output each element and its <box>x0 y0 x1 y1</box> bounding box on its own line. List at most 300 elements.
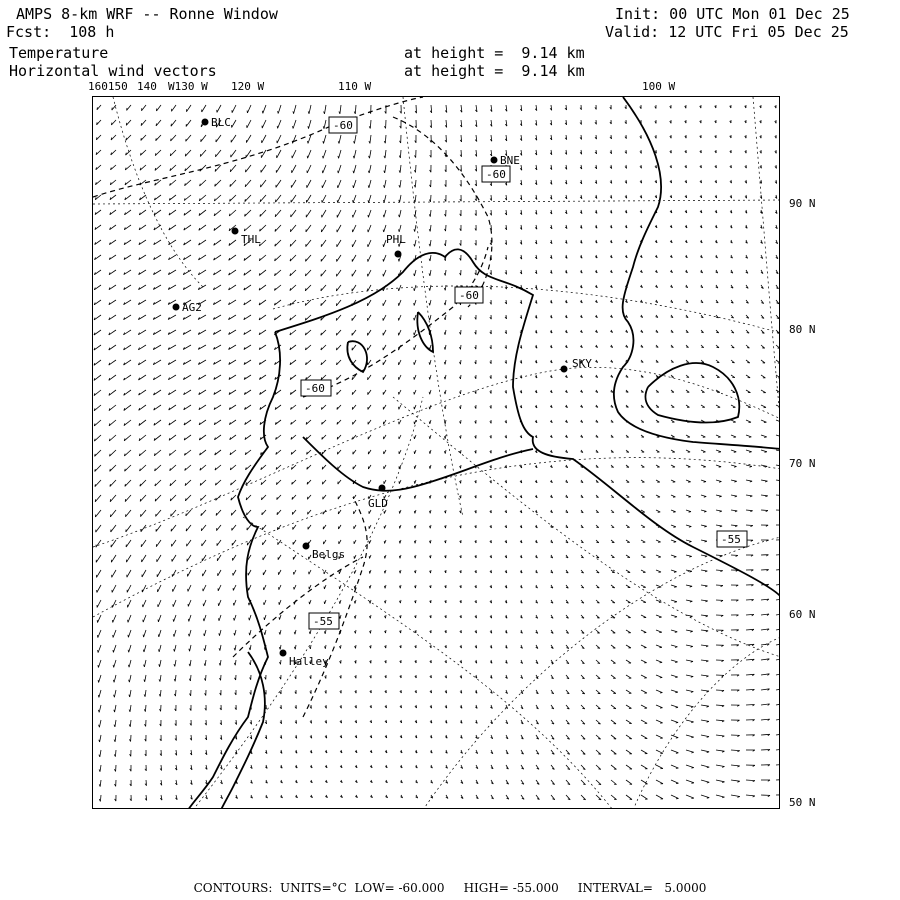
wind-vector-head <box>325 646 326 648</box>
wind-vector <box>641 795 648 799</box>
wind-vector <box>124 345 131 350</box>
wind-vector-head <box>249 618 250 621</box>
wind-vector <box>244 315 251 320</box>
wind-vector <box>656 705 663 708</box>
station-marker-bne <box>491 157 498 164</box>
wind-vector <box>321 300 326 306</box>
wind-vector <box>276 195 282 202</box>
wind-vector-head <box>722 767 724 768</box>
wind-vector <box>686 630 693 631</box>
station-label-thl: THL <box>241 233 261 246</box>
wind-vector <box>187 540 191 546</box>
wind-vector-head <box>430 556 431 558</box>
wind-vector <box>368 225 371 232</box>
wind-vector <box>199 225 206 230</box>
wind-vector-head <box>353 185 354 188</box>
wind-vector <box>229 300 237 305</box>
wind-vector <box>169 195 176 200</box>
wind-vector-head <box>95 484 96 486</box>
graticule-lat-90 <box>93 200 780 204</box>
wind-vector-head <box>722 782 724 783</box>
wind-vector <box>321 360 326 365</box>
wind-vector-head <box>705 586 707 587</box>
wind-vector-head <box>414 541 415 543</box>
wind-vector <box>731 795 740 797</box>
wind-vector-head <box>414 274 415 276</box>
wind-vector-head <box>246 498 247 501</box>
wind-vector <box>686 735 694 737</box>
wind-vector-head <box>705 601 707 602</box>
wind-vector-head <box>674 542 677 543</box>
wind-vector <box>124 435 131 441</box>
wind-vector <box>336 345 341 350</box>
wind-vector-head <box>144 694 145 696</box>
wind-vector-head <box>691 737 693 738</box>
station-marker-blc <box>202 119 209 126</box>
wind-vector <box>385 150 386 158</box>
wind-vector-head <box>204 664 205 666</box>
wind-vector <box>174 645 176 652</box>
lon-label-140: 140 <box>137 80 157 93</box>
wind-vector <box>124 330 132 335</box>
wind-vector <box>141 135 146 141</box>
wind-vector-head <box>99 755 100 757</box>
wind-vector-head <box>185 154 186 157</box>
wind-vector-head <box>249 633 250 635</box>
wind-vector <box>323 165 326 173</box>
wind-vector <box>246 165 252 172</box>
wind-vector <box>291 180 296 188</box>
wind-vector-head <box>598 739 601 740</box>
wind-vector <box>143 600 146 607</box>
wind-vector <box>305 270 311 276</box>
wind-vector <box>414 315 416 320</box>
wind-vector <box>626 705 631 708</box>
wind-vector-head <box>354 601 355 603</box>
wind-vector <box>776 480 780 481</box>
wind-vector <box>190 645 191 651</box>
wind-vector-head <box>641 407 644 408</box>
wind-vector <box>247 525 251 530</box>
wind-vector <box>232 540 236 545</box>
wind-vector <box>156 525 161 532</box>
wind-vector-head <box>400 601 401 603</box>
wind-vector-head <box>219 618 220 621</box>
wind-vector-head <box>171 139 172 141</box>
wind-vector <box>172 570 176 577</box>
wind-vector <box>231 510 236 515</box>
wind-vector-head <box>110 484 111 486</box>
wind-vector <box>111 540 116 547</box>
wind-vector <box>399 285 401 291</box>
wind-vector-head <box>690 571 692 572</box>
wind-vector-head <box>384 586 385 588</box>
wind-vector-head <box>599 784 602 785</box>
wind-vector-head <box>338 171 339 173</box>
wind-vector <box>141 120 146 126</box>
wind-vector <box>145 690 146 697</box>
wind-vector <box>671 600 677 602</box>
wind-vector-head <box>671 362 673 363</box>
wind-vector <box>109 360 116 365</box>
wind-vector <box>340 105 341 114</box>
wind-vector-head <box>690 586 692 587</box>
wind-vector <box>202 540 206 546</box>
wind-vector <box>124 375 131 380</box>
wind-vector <box>184 450 191 455</box>
wind-vector <box>94 360 101 365</box>
wind-vector <box>124 450 131 456</box>
wind-vector-head <box>674 602 677 603</box>
wind-vector <box>199 420 206 425</box>
wind-vector <box>125 495 131 502</box>
wind-vector-head <box>368 171 369 173</box>
wind-vector <box>110 180 116 185</box>
wind-vector-head <box>707 737 709 738</box>
wind-vector-head <box>676 738 678 739</box>
wind-vector <box>731 435 736 437</box>
wind-vector <box>213 300 221 305</box>
wind-vector <box>354 150 356 158</box>
wind-vector <box>430 315 431 320</box>
wind-vector <box>95 255 102 260</box>
wind-vector-head <box>749 452 751 453</box>
wind-vector <box>321 285 326 291</box>
wind-vector <box>111 165 117 170</box>
wind-vector <box>140 480 146 486</box>
wind-vector <box>731 765 740 766</box>
wind-vector-head <box>598 678 601 679</box>
wind-vector-head <box>671 377 673 378</box>
wind-vector <box>353 180 356 188</box>
wind-vector <box>383 300 386 306</box>
wind-vector-head <box>170 499 171 501</box>
wind-vector <box>686 690 693 692</box>
wind-vector <box>214 210 221 216</box>
contour-label-1: -60 <box>333 119 353 132</box>
wind-vector <box>321 225 326 232</box>
wind-vector-head <box>444 303 445 305</box>
wind-vector <box>124 270 131 275</box>
wind-vector <box>368 255 371 262</box>
wind-vector-head <box>201 513 202 515</box>
wind-vector-head <box>429 436 430 438</box>
wind-vector-head <box>705 556 707 557</box>
wind-vector-head <box>143 635 144 638</box>
wind-vector <box>247 120 251 128</box>
wind-vector <box>217 540 221 546</box>
wind-vector <box>337 210 341 217</box>
wind-vector <box>199 240 206 245</box>
wind-vector <box>686 780 694 783</box>
wind-vector <box>641 780 648 784</box>
wind-vector-head <box>415 556 416 558</box>
wind-vector <box>200 150 206 157</box>
wind-vector <box>245 180 251 187</box>
wind-vector <box>716 585 723 586</box>
wind-vector-head <box>705 571 707 572</box>
wind-vector <box>187 555 191 561</box>
wind-vector <box>305 330 311 335</box>
wind-vector <box>368 300 372 306</box>
wind-vector <box>145 675 146 682</box>
wind-vector-head <box>430 511 431 513</box>
wind-vector <box>185 150 191 156</box>
wind-vector <box>399 360 401 365</box>
wind-vector <box>235 645 236 650</box>
wind-vector-head <box>189 649 190 651</box>
wind-vector <box>142 105 147 111</box>
wind-vector <box>776 673 780 675</box>
wind-vector-head <box>306 259 307 262</box>
wind-vector <box>686 720 694 722</box>
wind-vector <box>776 734 780 735</box>
wind-vector-head <box>429 466 430 468</box>
wind-vector-head <box>277 497 278 499</box>
wind-vector-head <box>144 680 145 682</box>
wind-vector <box>626 600 630 603</box>
wind-vector <box>155 165 161 170</box>
wind-vector-head <box>444 347 445 349</box>
wind-vector-head <box>659 617 662 618</box>
wind-vector <box>153 315 161 320</box>
wind-vector <box>259 345 266 350</box>
wind-vector-head <box>323 141 324 143</box>
wind-vector-head <box>777 333 780 334</box>
wind-vector-head <box>204 649 205 651</box>
wind-vector <box>130 720 131 727</box>
lower-peninsula <box>221 652 265 809</box>
wind-vector-head <box>704 482 707 483</box>
wind-vector <box>200 480 206 485</box>
wind-vector <box>145 705 146 712</box>
wind-vector <box>230 450 236 455</box>
wind-vector <box>170 465 176 471</box>
wind-vector <box>249 585 252 590</box>
wind-vector <box>110 225 116 230</box>
wind-vector <box>383 270 386 276</box>
wind-vector <box>127 555 132 562</box>
wind-vector <box>383 375 386 380</box>
wind-vector <box>215 450 221 455</box>
wind-vector <box>746 450 752 452</box>
wind-vector <box>184 405 191 410</box>
wind-vector <box>229 270 236 275</box>
wind-vector-head <box>353 171 354 173</box>
wind-vector <box>159 630 161 637</box>
wind-vector-head <box>114 710 115 712</box>
wind-vector <box>306 255 312 261</box>
wind-vector <box>245 210 251 216</box>
wind-vector <box>278 555 281 560</box>
wind-vector <box>776 703 780 705</box>
wind-vector <box>168 345 176 350</box>
wind-vector-head <box>599 799 602 800</box>
wind-vector <box>641 585 646 587</box>
wind-vector <box>776 764 780 765</box>
wind-vector <box>641 720 647 723</box>
wind-vector <box>293 555 296 560</box>
wind-vector-head <box>383 215 384 217</box>
wind-vector <box>115 705 116 712</box>
wind-vector-head <box>173 634 174 636</box>
wind-vector <box>354 165 356 173</box>
wind-vector <box>656 765 663 769</box>
wind-vector <box>611 765 616 769</box>
wind-vector-head <box>429 407 430 409</box>
wind-vector <box>185 495 191 501</box>
wind-vector <box>109 315 116 320</box>
wind-vector <box>213 315 221 320</box>
wind-vector-head <box>275 229 276 232</box>
wind-vector <box>275 240 281 246</box>
wind-vector <box>671 675 678 677</box>
wind-vector-head <box>598 663 600 664</box>
wind-vector-head <box>719 467 721 468</box>
wind-vector <box>183 345 191 350</box>
wind-vector-head <box>429 303 430 305</box>
wind-vector <box>430 255 431 261</box>
wind-vector-head <box>200 154 201 157</box>
wind-vector-head <box>445 481 446 483</box>
wind-vector <box>414 345 416 350</box>
wind-vector <box>98 660 101 668</box>
wind-vector <box>246 465 252 470</box>
wind-vector <box>109 420 116 426</box>
wind-vector <box>701 510 706 511</box>
wind-vector <box>175 660 176 666</box>
wind-vector <box>124 315 131 320</box>
wind-vector-head <box>278 111 279 113</box>
wind-vector <box>139 240 146 245</box>
station-label-gld: GLD <box>368 497 388 510</box>
wind-vector <box>124 255 131 260</box>
wind-vector <box>94 375 101 380</box>
wind-vector <box>716 555 723 556</box>
wind-vector <box>352 345 356 350</box>
wind-vector-head <box>704 511 706 512</box>
wind-vector <box>278 105 281 114</box>
wind-vector <box>153 360 161 365</box>
wind-vector-head <box>292 497 293 500</box>
wind-vector <box>384 210 386 217</box>
wind-vector <box>204 615 206 621</box>
wind-vector <box>641 675 647 678</box>
wind-vector <box>686 525 691 527</box>
wind-vector-head <box>765 452 767 453</box>
wind-vector <box>171 135 176 141</box>
wind-vector <box>184 240 191 245</box>
wind-vector <box>641 690 647 693</box>
wind-vector <box>100 795 101 801</box>
wind-vector <box>716 525 722 526</box>
wind-vector <box>125 165 131 170</box>
wind-vector <box>399 225 401 232</box>
wind-vector <box>216 150 222 157</box>
wind-vector <box>232 105 236 113</box>
graticule-lat-70 <box>93 367 780 547</box>
wind-vector <box>235 660 236 665</box>
station-label-halley: Halley <box>289 655 329 668</box>
wind-vector <box>109 345 116 350</box>
wind-vector <box>305 345 311 350</box>
wind-vector <box>125 210 132 215</box>
wind-vector <box>384 225 386 232</box>
wind-vector <box>141 510 147 517</box>
wind-vector <box>245 195 251 202</box>
wind-vector <box>171 525 176 531</box>
wind-vector <box>671 525 676 527</box>
wind-vector <box>215 180 221 186</box>
wind-vector <box>370 135 371 143</box>
wind-vector <box>626 750 632 754</box>
wind-vector <box>671 765 678 768</box>
wind-vector <box>126 525 131 532</box>
wind-vector-head <box>111 123 112 125</box>
wind-vector <box>183 375 191 380</box>
wind-vector <box>158 615 161 622</box>
wind-vector <box>94 345 101 350</box>
wind-vector-head <box>260 199 261 201</box>
wind-vector <box>185 180 191 186</box>
wind-vector <box>113 615 116 623</box>
wind-vector-head <box>675 632 677 633</box>
wind-vector <box>214 225 221 231</box>
wind-vector <box>430 210 431 217</box>
wind-vector-head <box>704 497 706 498</box>
wind-vector-head <box>159 679 160 681</box>
wind-vector <box>671 750 678 753</box>
wind-vector <box>168 360 176 365</box>
wind-vector <box>686 600 692 601</box>
wind-vector <box>154 390 162 395</box>
wind-vector <box>231 495 236 500</box>
wind-vector-head <box>734 452 736 453</box>
wind-vector <box>415 195 416 202</box>
wind-vector-head <box>290 259 291 261</box>
wind-vector <box>144 630 146 637</box>
wind-vector <box>140 465 146 471</box>
wind-vector <box>219 615 221 621</box>
wind-vector <box>175 675 176 681</box>
wind-vector <box>229 345 236 350</box>
wind-vector <box>746 495 752 496</box>
wind-vector <box>204 600 207 606</box>
lon-label-160: 160150 <box>88 80 128 93</box>
wind-vector <box>234 600 236 606</box>
wind-vector <box>701 570 707 571</box>
wind-vector <box>321 330 326 335</box>
wind-vector <box>701 480 706 482</box>
wind-vector <box>201 135 206 142</box>
wind-vector-head <box>737 797 739 798</box>
wind-vector <box>168 285 176 290</box>
wind-vector-head <box>689 542 691 543</box>
wind-vector <box>244 270 251 275</box>
wind-vector <box>160 675 161 682</box>
wind-vector-head <box>216 513 217 516</box>
wind-vector <box>641 600 646 602</box>
wind-vector <box>354 135 356 144</box>
wind-vector <box>337 360 342 365</box>
wind-vector <box>746 780 755 781</box>
wind-vector <box>308 135 311 143</box>
wind-vector-head <box>596 542 598 543</box>
wind-vector <box>129 675 131 682</box>
wind-vector-head <box>98 710 99 712</box>
wind-vector-head <box>294 647 295 649</box>
wind-vector <box>701 780 709 782</box>
